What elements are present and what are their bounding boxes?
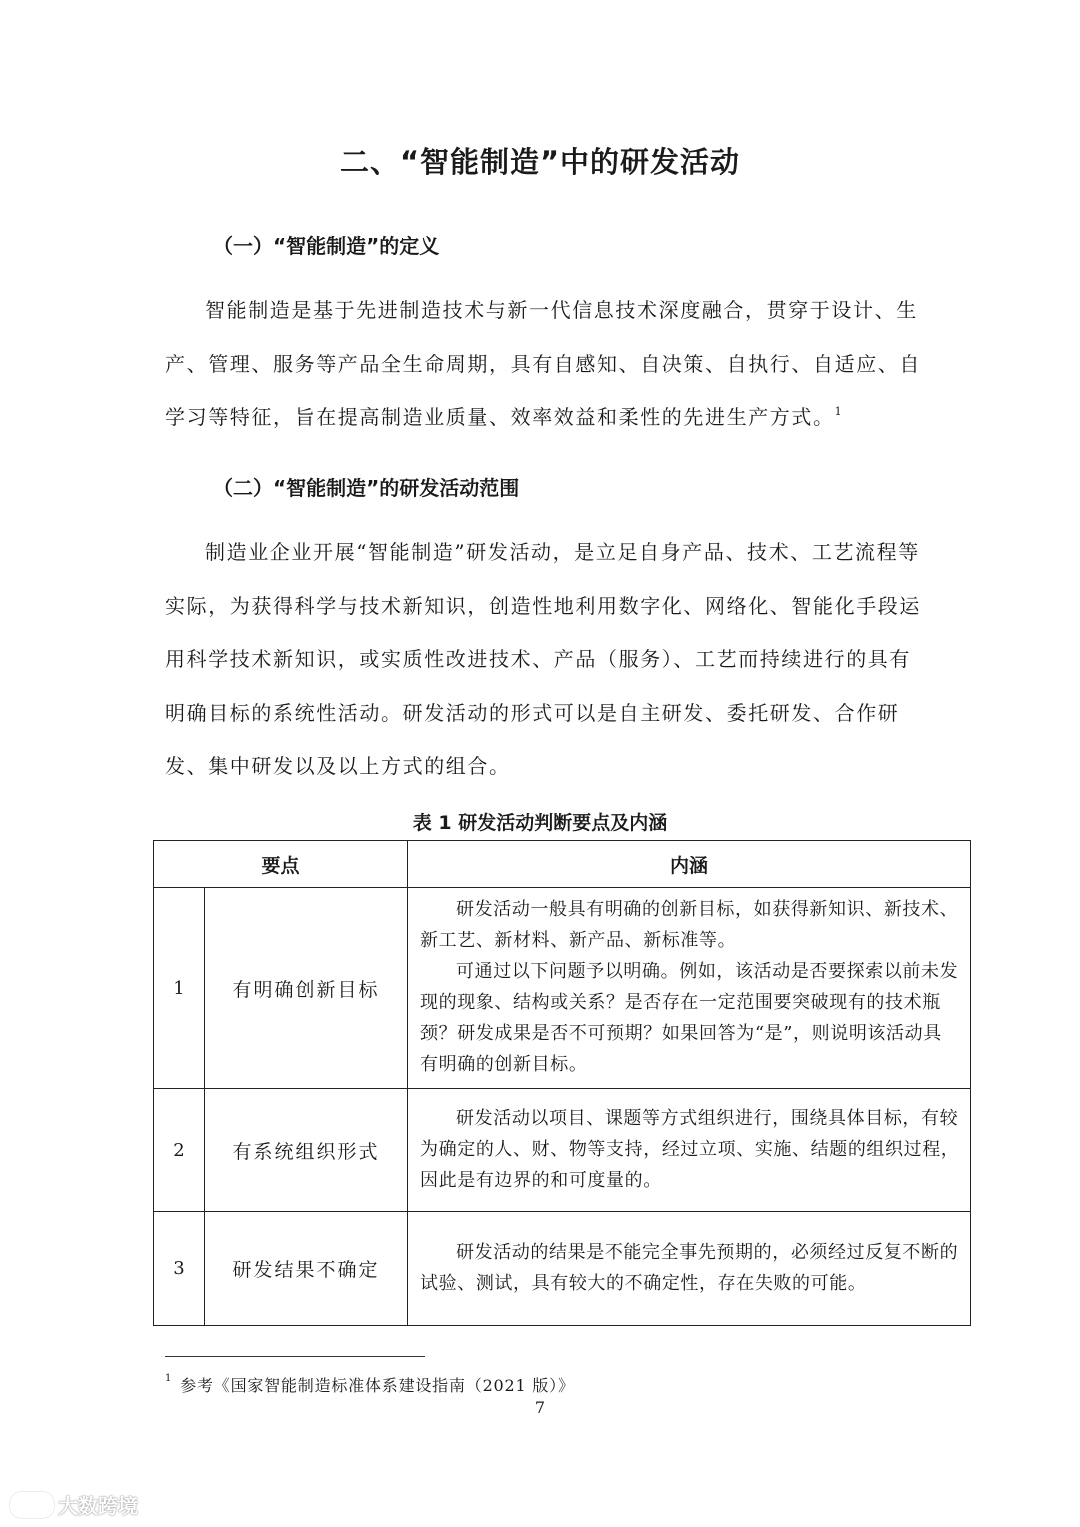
footnote-text: 参考《国家智能制造标准体系建设指南（2021 版）》 [180,1376,575,1395]
definition-paragraph [165,284,925,445]
footnote [165,1373,575,1396]
row-key-point: 有明确创新目标 [205,888,408,1089]
table-row [154,1212,971,1326]
header-meaning: 内涵 [408,841,971,888]
content-paragraph: 研发活动的结果是不能完全事先预期的，必须经过反复不断的试验、测试，具有较大的不确定性，存在失败的可能。 [420,1241,959,1294]
row-key-point: 有系统组织形式 [205,1089,408,1212]
subsection-heading-scope: （二）“智能制造”的研发活动范围 [213,476,520,500]
content-paragraph: 可通过以下问题予以明确。例如，该活动是否要探索以前未发现的现象、结构或关系？是否存在一定范围要突破现有的技术瓶颈？研发成果是否不可预期？如果回答为“是”，则说明该活动具有明确的创新目标。 [420,961,959,1075]
row-number: 3 [154,1212,205,1326]
table-row [154,1089,971,1212]
content-paragraph: 研发活动一般具有明确的创新目标，如获得新知识、新技术、新工艺、新材料、新产品、新标准等。 [420,899,959,951]
row-content [408,888,971,1089]
footnote-reference[interactable]: 1 [834,405,842,418]
scope-paragraph: 制造业企业开展“智能制造”研发活动，是立足自身产品、技术、工艺流程等实际，为获得科学与技术新知识，创造性地利用数字化、网络化、智能化手段运用科学技术新知识，或实质性改进技术、产品（服务）、工艺而持续进行的具有明确目标的系统性活动。研发活动的形式可以是自主研发、委托研发、合作研发、集中研发以及以上方式的组合。 [165,540,921,778]
row-key-point: 研发结果不确定 [205,1212,408,1326]
row-content [408,1089,971,1212]
watermark-text: 大数跨境 [58,1494,138,1518]
page-number: 7 [534,1398,546,1417]
content-paragraph: 研发活动以项目、课题等方式组织进行，围绕具体目标，有较为确定的人、财、物等支持，经过立项、实施、结题的组织过程，因此是有边界的和可度量的。 [420,1107,960,1191]
table-caption: 表 1 研发活动判断要点及内涵 [412,812,668,834]
subsection-heading-definition: （一）“智能制造”的定义 [213,234,440,258]
footnote-marker: 1 [165,1373,173,1384]
definition-text: 智能制造是基于先进制造技术与新一代信息技术深度融合，贯穿于设计、生产、管理、服务等产品全生命周期，具有自感知、自决策、自执行、自适应、自学习等特征，旨在提高制造业质量、效率效益和柔性的先进生产方式。 [165,298,921,429]
section-title: 二、“智能制造”中的研发活动 [339,145,741,179]
criteria-table [153,840,971,1326]
table-row [154,888,971,1089]
header-key-point: 要点 [154,841,408,888]
watermark [10,1490,138,1519]
table-header-row [154,841,971,888]
footnote-divider [165,1356,425,1357]
row-number: 1 [154,888,205,1089]
row-number: 2 [154,1089,205,1212]
row-content [408,1212,971,1326]
watermark-logo-icon [10,1492,54,1518]
